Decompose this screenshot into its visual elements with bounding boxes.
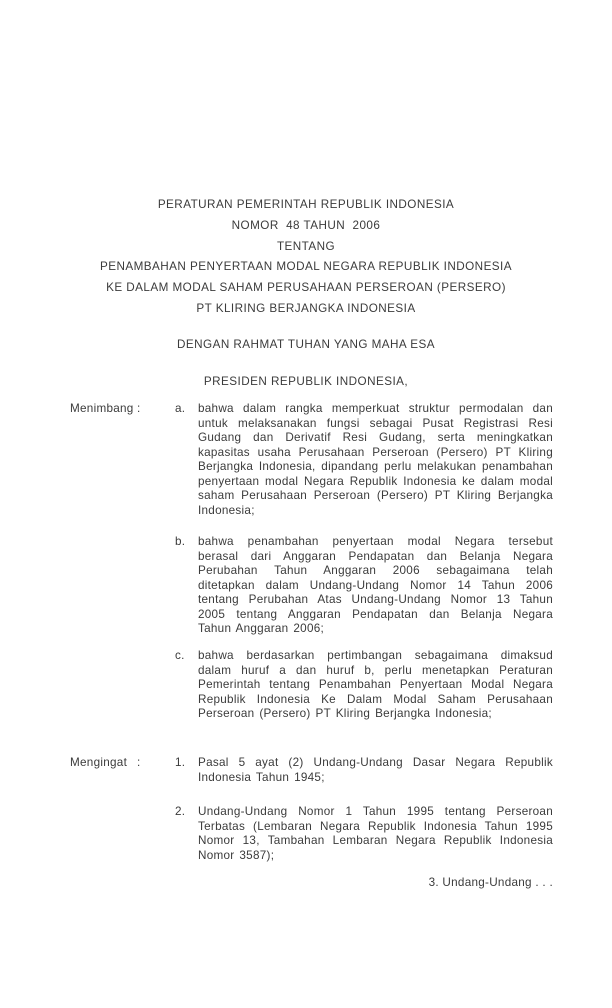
tentang-label: TENTANG	[276, 239, 336, 253]
item-marker-2: 2.	[175, 805, 186, 818]
regulation-type-line: PERATURAN PEMERINTAH REPUBLIK INDONESIA	[157, 198, 455, 211]
item-marker-c: c.	[175, 649, 185, 662]
item-marker-1: 1.	[175, 756, 186, 769]
regulation-subject-line-2: KE DALAM MODAL SAHAM PERUSAHAAN PERSEROAN (PERSERO)	[106, 281, 506, 295]
document-title-block	[0, 195, 612, 320]
item-text-c: bahwa berdasarkan pertimbangan sebagaimana dimaksud dalam huruf a dan huruf b, perlu menetapkan Peraturan Pemerintah tentang Penambahan Penyertaan Modal Negara Republik Indonesia Ke Dalam Modal Saham Perusahaan Perseroan (Persero) PT Kliring Berjangka Indonesia;	[198, 649, 553, 720]
catchword: 3. Undang-Undang . . .	[428, 876, 553, 889]
considering-item-b	[70, 535, 553, 637]
considering-item-c	[70, 649, 553, 722]
invocation-line: DENGAN RAHMAT TUHAN YANG MAHA ESA	[177, 338, 435, 351]
item-text-b: bahwa penambahan penyertaan modal Negara tersebut berasal dari Anggaran Pendapatan dan Belanja Negara Perubahan Tahun Anggaran 2006 sebagaimana telah ditetapkan dalam Undang-Undang Nomor 14 Tahun 2006 tentang Perubahan Atas Undang-Undang Nomor 13 Tahun 2005 tentang Anggaran Pendapatan dan Belanja Negara Tahun Anggaran 2006;	[198, 535, 553, 635]
item-marker-b: b.	[175, 535, 186, 548]
item-text-2: Undang-Undang Nomor 1 Tahun 1995 tentang Perseroan Terbatas (Lembaran Negara Republik Indonesia Tahun 1995 Nomor 13, Tambahan Lembaran Negara Republik Indonesia Nomor 3587);	[198, 805, 553, 862]
item-marker-a: a.	[175, 402, 186, 415]
item-text-a: bahwa dalam rangka memperkuat struktur permodalan dan untuk melaksanakan fungsi sebagai Pusat Registrasi Resi Gudang dan Derivatif Resi Gudang, serta meningkatkan kapasitas usaha Perusahaan Perseroan (Persero) PT Kliring Berjangka Indonesia, dipandang perlu melakukan penambahan penyertaan modal Negara Republik Indonesia ke dalam modal saham Perusahaan Perseroan (Persero) PT Kliring Berjangka Indonesia;	[198, 402, 553, 517]
recalling-label: Mengingat	[70, 756, 128, 769]
issuer-line: PRESIDEN REPUBLIK INDONESIA,	[203, 375, 409, 388]
recalling-item-1	[70, 756, 553, 785]
considering-item-a	[70, 402, 553, 518]
regulation-subject-line-1: PENAMBAHAN PENYERTAAN MODAL NEGARA REPUBLIK INDONESIA	[99, 260, 512, 274]
regulation-subject-line-3: PT KLIRING BERJANGKA INDONESIA	[196, 301, 416, 315]
regulation-number-line: NOMOR 48 TAHUN 2006	[231, 218, 381, 232]
recalling-colon: :	[137, 756, 141, 769]
considering-label: Menimbang	[70, 402, 134, 415]
recalling-item-2	[70, 805, 553, 863]
item-text-1: Pasal 5 ayat (2) Undang-Undang Dasar Negara Republik Indonesia Tahun 1945;	[198, 756, 553, 784]
considering-colon: :	[137, 402, 141, 415]
